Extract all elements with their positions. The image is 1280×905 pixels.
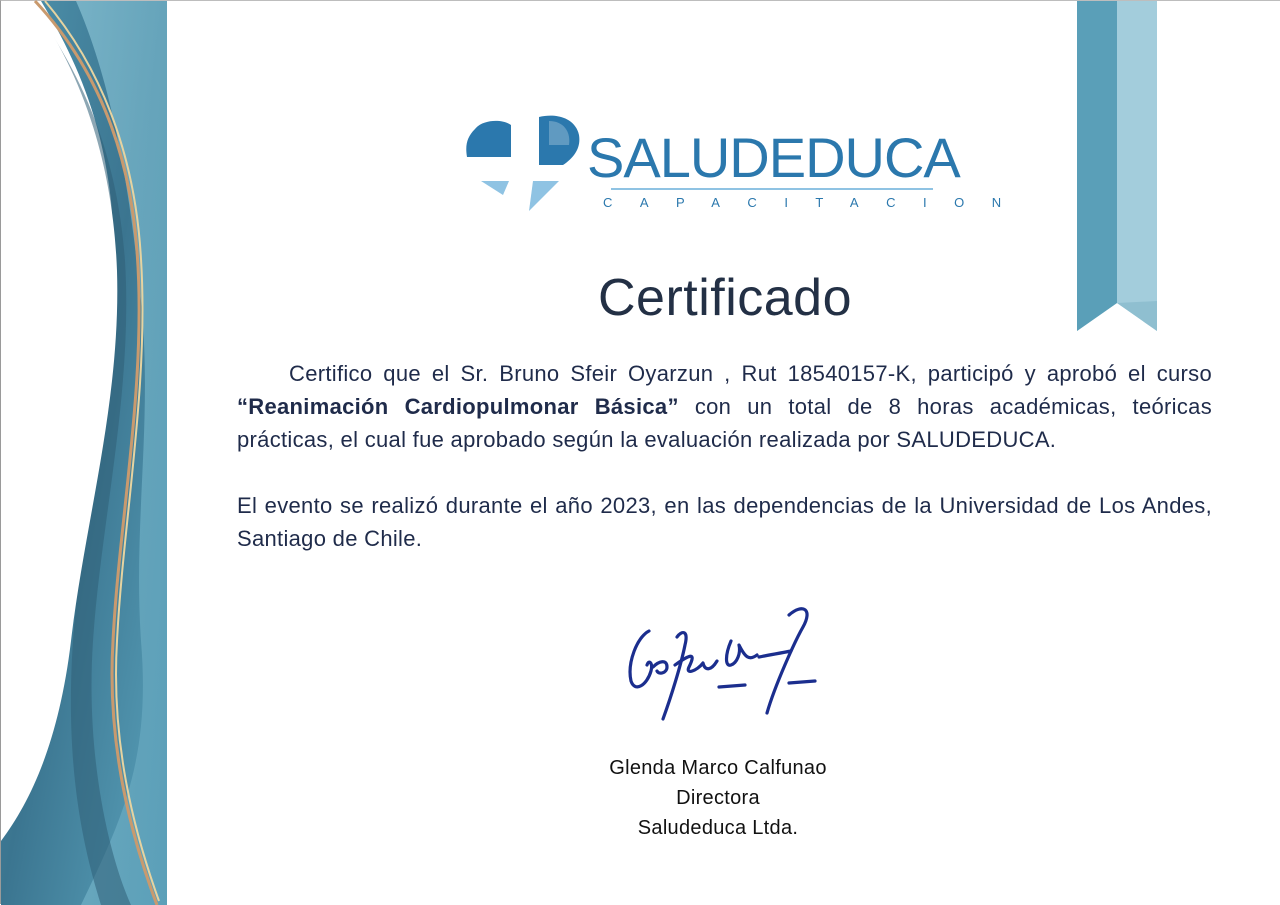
- certification-details: con un total de 8 horas académicas, teóricas prácticas, el cual fue aprobado según la evaluación realizada por SALUDEDUCA.: [237, 394, 1212, 452]
- signatory-role: Directora: [676, 787, 760, 809]
- logo-brand-text: SALUDEDUCA: [587, 126, 960, 189]
- certificate-body: [237, 357, 1212, 555]
- certificate-paragraph-1: [237, 357, 1212, 456]
- logo-emblem-icon: [463, 111, 1029, 215]
- certificate-paragraph-2: El evento se realizó durante el año 2023, en las dependencias de la Universidad de Los Andes, Santiago de Chile.: [237, 493, 1212, 551]
- ribbon-decoration: [1077, 1, 1157, 333]
- left-wave-decoration: [1, 1, 171, 905]
- handwritten-signature: [619, 601, 823, 731]
- logo-tagline-text: CAPACITACION: [603, 195, 1029, 210]
- certification-intro: Certifico que el Sr. Bruno Sfeir Oyarzun , Rut 18540157-K, participó y aprobó el curso: [289, 361, 1212, 386]
- signatory-name: Glenda Marco Calfunao: [609, 757, 827, 779]
- signatory-block: [561, 753, 875, 843]
- signatory-company: Saludeduca Ltda.: [637, 817, 799, 839]
- certificate-title: Certificado: [597, 269, 853, 327]
- saludeduca-logo: [463, 111, 1029, 215]
- course-name: “Reanimación Cardiopulmonar Básica”: [237, 394, 679, 419]
